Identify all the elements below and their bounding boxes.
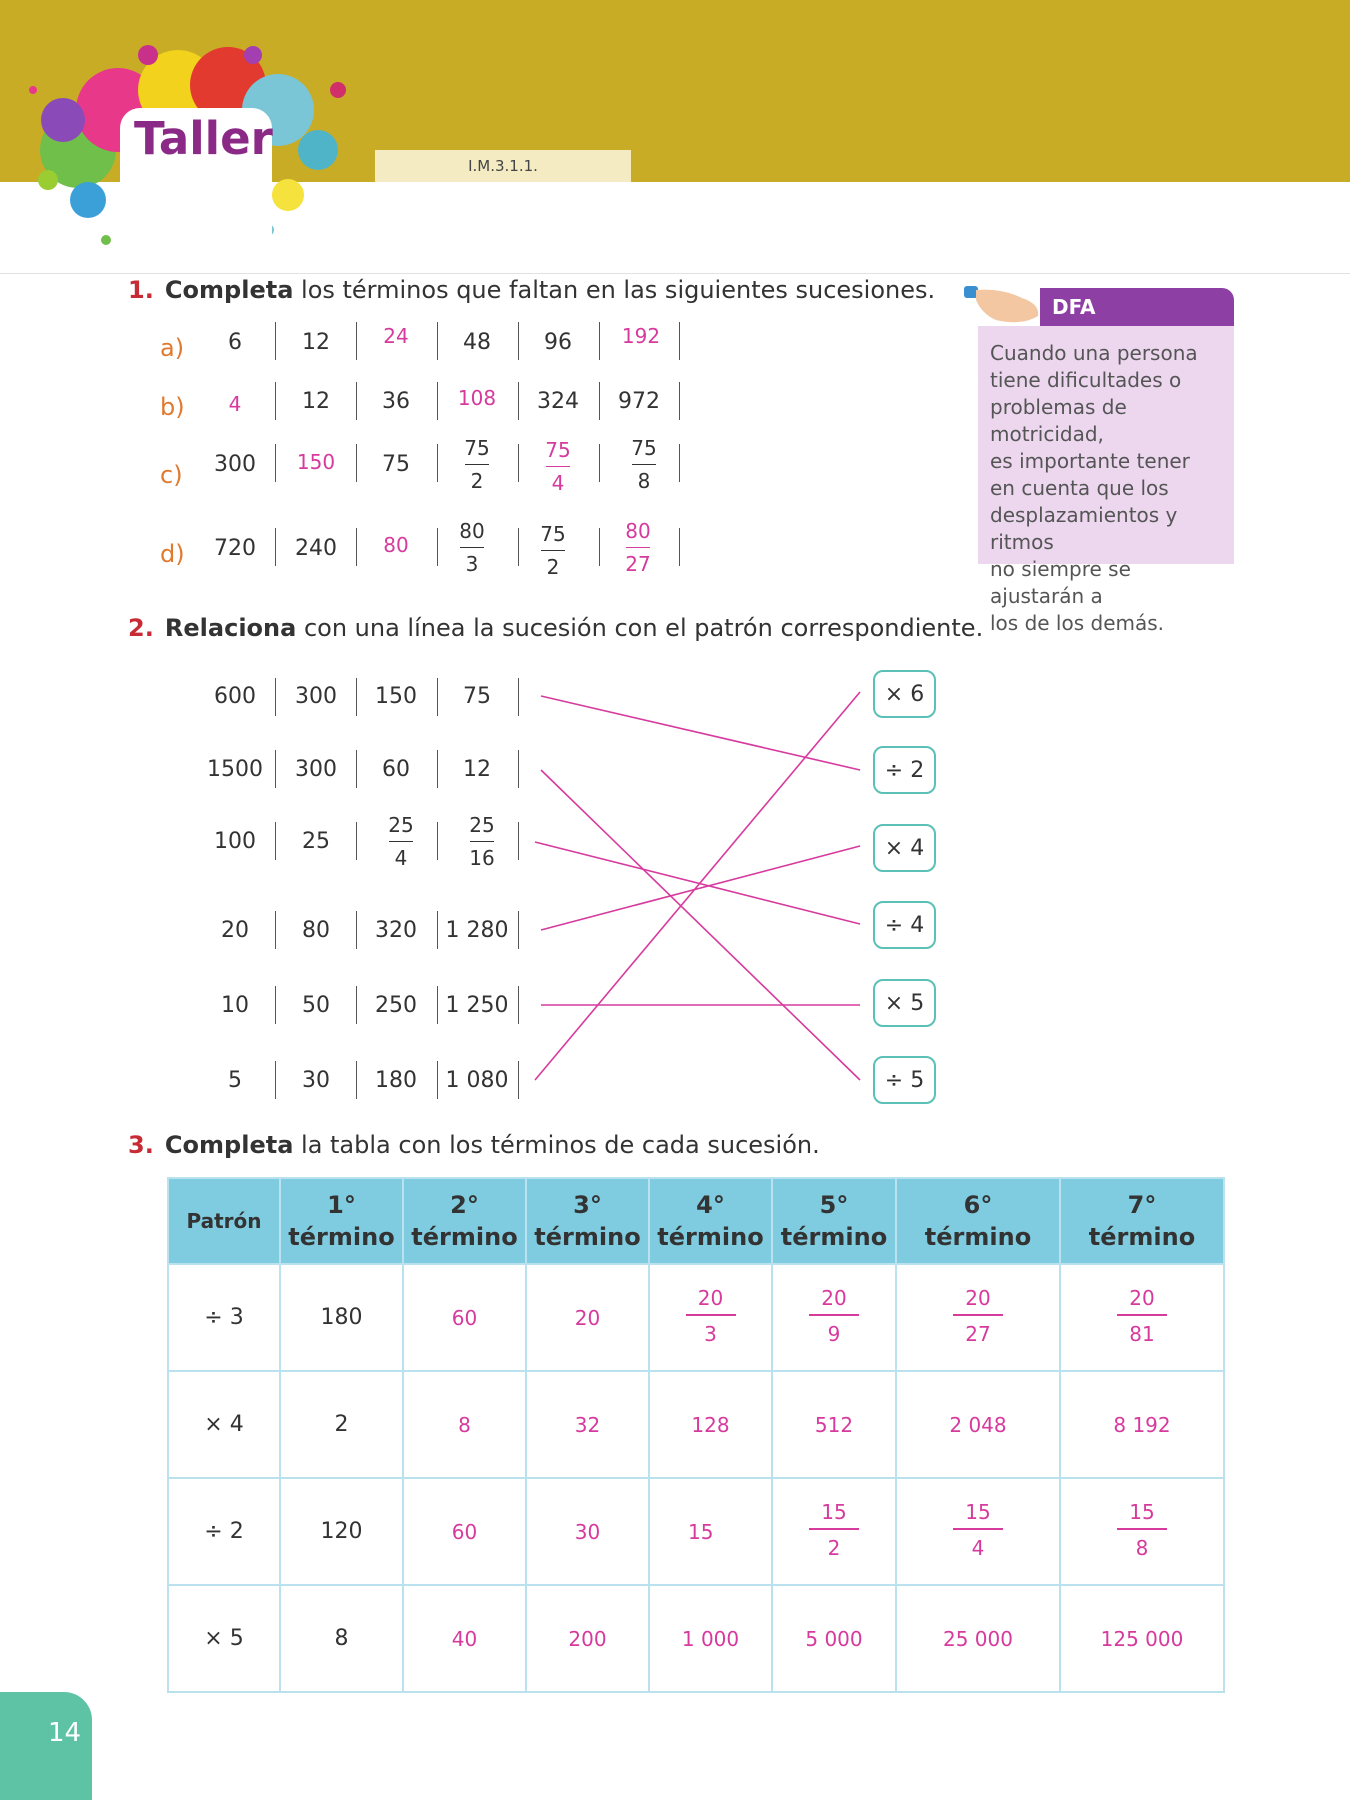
- pattern-cell: × 4: [168, 1371, 280, 1478]
- question-number: 2.: [128, 614, 154, 642]
- answer-term: 108: [457, 386, 497, 410]
- dfa-line: es importante tener: [990, 449, 1190, 473]
- term: 10: [221, 993, 249, 1018]
- question-verb: Completa: [164, 1131, 294, 1159]
- term: 25: [302, 829, 330, 854]
- sequence-table: [167, 1177, 1225, 1693]
- pattern-box[interactable]: × 5: [873, 979, 936, 1027]
- term: 6: [228, 330, 242, 355]
- term: 12: [463, 757, 491, 782]
- term: 1500: [207, 757, 263, 782]
- answer-cell: 128: [649, 1371, 772, 1478]
- fraction-term: 25 4: [388, 813, 414, 870]
- fraction-term: 80 3: [459, 519, 485, 576]
- term: 300: [295, 757, 337, 782]
- header-term: 2° término: [403, 1178, 526, 1264]
- answer-cell: 32: [526, 1371, 649, 1478]
- header-term: 7° término: [1060, 1178, 1224, 1264]
- pattern-box[interactable]: × 6: [873, 670, 936, 718]
- term: 96: [544, 330, 572, 355]
- answer-cell: 512: [772, 1371, 896, 1478]
- answer-cell: $\frac{20}{9}$: [772, 1264, 896, 1371]
- question-text: los términos que faltan en las siguientes sucesiones.: [293, 276, 936, 304]
- page-title: Taller: [134, 112, 273, 165]
- term: 50: [302, 993, 330, 1018]
- answer-cell: 20: [526, 1264, 649, 1371]
- term: 36: [382, 389, 410, 414]
- header-term: 5° término: [772, 1178, 896, 1264]
- term: 75: [382, 452, 410, 477]
- term: 240: [295, 536, 337, 561]
- match-line: [541, 770, 860, 1080]
- pattern-cell: × 5: [168, 1585, 280, 1692]
- answer-term: 150: [296, 450, 336, 474]
- question-verb: Completa: [164, 276, 294, 304]
- given-term: 8: [280, 1585, 403, 1692]
- answer-cell: 8 192: [1060, 1371, 1224, 1478]
- term: 972: [618, 389, 660, 414]
- answer-cell: $\frac{20}{27}$: [896, 1264, 1060, 1371]
- term: 180: [375, 1068, 417, 1093]
- header-term: 6° término: [896, 1178, 1060, 1264]
- table-row: [168, 1371, 1224, 1478]
- fraction-term: 25 16: [469, 813, 495, 870]
- term: 1 250: [445, 993, 509, 1018]
- answer-cell: $\frac{20}{3}$: [649, 1264, 772, 1371]
- answer-term: 4: [228, 392, 242, 416]
- skill-code: I.M.3.1.1.: [375, 150, 631, 182]
- term: 48: [463, 330, 491, 355]
- pattern-box[interactable]: × 4: [873, 824, 936, 872]
- term: 60: [382, 757, 410, 782]
- answer-cell: 2 048: [896, 1371, 1060, 1478]
- row-label: a): [160, 334, 185, 362]
- term: 720: [214, 536, 256, 561]
- question-3-heading: [128, 1131, 820, 1159]
- dfa-line: Cuando una persona: [990, 341, 1198, 365]
- question-text: la tabla con los términos de cada sucesión.: [293, 1131, 820, 1159]
- answer-cell: 8: [403, 1371, 526, 1478]
- answer-cell: 15: [649, 1478, 772, 1585]
- question-number: 3.: [128, 1131, 154, 1159]
- header-term: 1° término: [280, 1178, 403, 1264]
- given-term: 2: [280, 1371, 403, 1478]
- table-row: [168, 1585, 1224, 1692]
- table-header-row: [168, 1178, 1224, 1264]
- dfa-line: tiene dificultades o: [990, 368, 1182, 392]
- term: 20: [221, 918, 249, 943]
- given-term: 180: [280, 1264, 403, 1371]
- answer-cell: 60: [403, 1478, 526, 1585]
- answer-cell: 40: [403, 1585, 526, 1692]
- answer-term: 80: [383, 533, 409, 557]
- question-text: con una línea la sucesión con el patrón correspondiente.: [296, 614, 984, 642]
- match-line: [535, 692, 860, 1080]
- pattern-box[interactable]: ÷ 5: [873, 1056, 936, 1104]
- dfa-line: los de los demás.: [990, 611, 1165, 635]
- term: 300: [214, 452, 256, 477]
- term: 30: [302, 1068, 330, 1093]
- dfa-line: desplazamientos y ritmos: [990, 503, 1178, 554]
- term: 250: [375, 993, 417, 1018]
- answer-cell: 5 000: [772, 1585, 896, 1692]
- answer-cell: $\frac{15}{4}$: [896, 1478, 1060, 1585]
- term: 75: [463, 684, 491, 709]
- row-label: d): [160, 540, 185, 568]
- term: 324: [537, 389, 579, 414]
- term: 12: [302, 389, 330, 414]
- match-line: [535, 842, 860, 924]
- answer-cell: 1 000: [649, 1585, 772, 1692]
- answer-term: 192: [621, 324, 661, 348]
- header-pattern: Patrón: [168, 1178, 280, 1264]
- dfa-header: DFA: [1040, 288, 1234, 326]
- term: 300: [295, 684, 337, 709]
- dfa-line: en cuenta que los: [990, 476, 1169, 500]
- row-label: c): [160, 461, 183, 489]
- answer-cell: $\frac{15}{8}$: [1060, 1478, 1224, 1585]
- match-line: [541, 846, 860, 930]
- table-row: [168, 1264, 1224, 1371]
- question-verb: Relaciona: [164, 614, 297, 642]
- answer-cell: $\frac{15}{2}$: [772, 1478, 896, 1585]
- pattern-box[interactable]: ÷ 4: [873, 901, 936, 949]
- fraction-term: 75 2: [540, 522, 566, 579]
- pattern-box[interactable]: ÷ 2: [873, 746, 936, 794]
- answer-cell: 200: [526, 1585, 649, 1692]
- dfa-line: problemas de motricidad,: [990, 395, 1127, 446]
- table-row: [168, 1478, 1224, 1585]
- answer-cell: $\frac{20}{81}$: [1060, 1264, 1224, 1371]
- given-term: 120: [280, 1478, 403, 1585]
- pattern-cell: ÷ 3: [168, 1264, 280, 1371]
- fraction-term: 75 2: [464, 436, 490, 493]
- answer-cell: 125 000: [1060, 1585, 1224, 1692]
- answer-cell: 60: [403, 1264, 526, 1371]
- answer-cell: 30: [526, 1478, 649, 1585]
- term: 5: [228, 1068, 242, 1093]
- answer-cell: 25 000: [896, 1585, 1060, 1692]
- row-label: b): [160, 393, 185, 421]
- term: 600: [214, 684, 256, 709]
- answer-fraction: 80 27: [625, 519, 651, 576]
- header-term: 4° término: [649, 1178, 772, 1264]
- answer-fraction: 75 4: [545, 438, 571, 495]
- pattern-cell: ÷ 2: [168, 1478, 280, 1585]
- term: 80: [302, 918, 330, 943]
- term: 1 280: [445, 918, 509, 943]
- term: 320: [375, 918, 417, 943]
- header-term: 3° término: [526, 1178, 649, 1264]
- dfa-line: no siempre se ajustarán a: [990, 557, 1131, 608]
- term: 12: [302, 330, 330, 355]
- match-line: [541, 696, 860, 770]
- question-number: 1.: [128, 276, 154, 304]
- term: 1 080: [445, 1068, 509, 1093]
- page-number: 14: [0, 1692, 92, 1800]
- term: 100: [214, 829, 256, 854]
- answer-term: 24: [383, 324, 409, 348]
- term: 150: [375, 684, 417, 709]
- fraction-term: 75 8: [631, 436, 657, 493]
